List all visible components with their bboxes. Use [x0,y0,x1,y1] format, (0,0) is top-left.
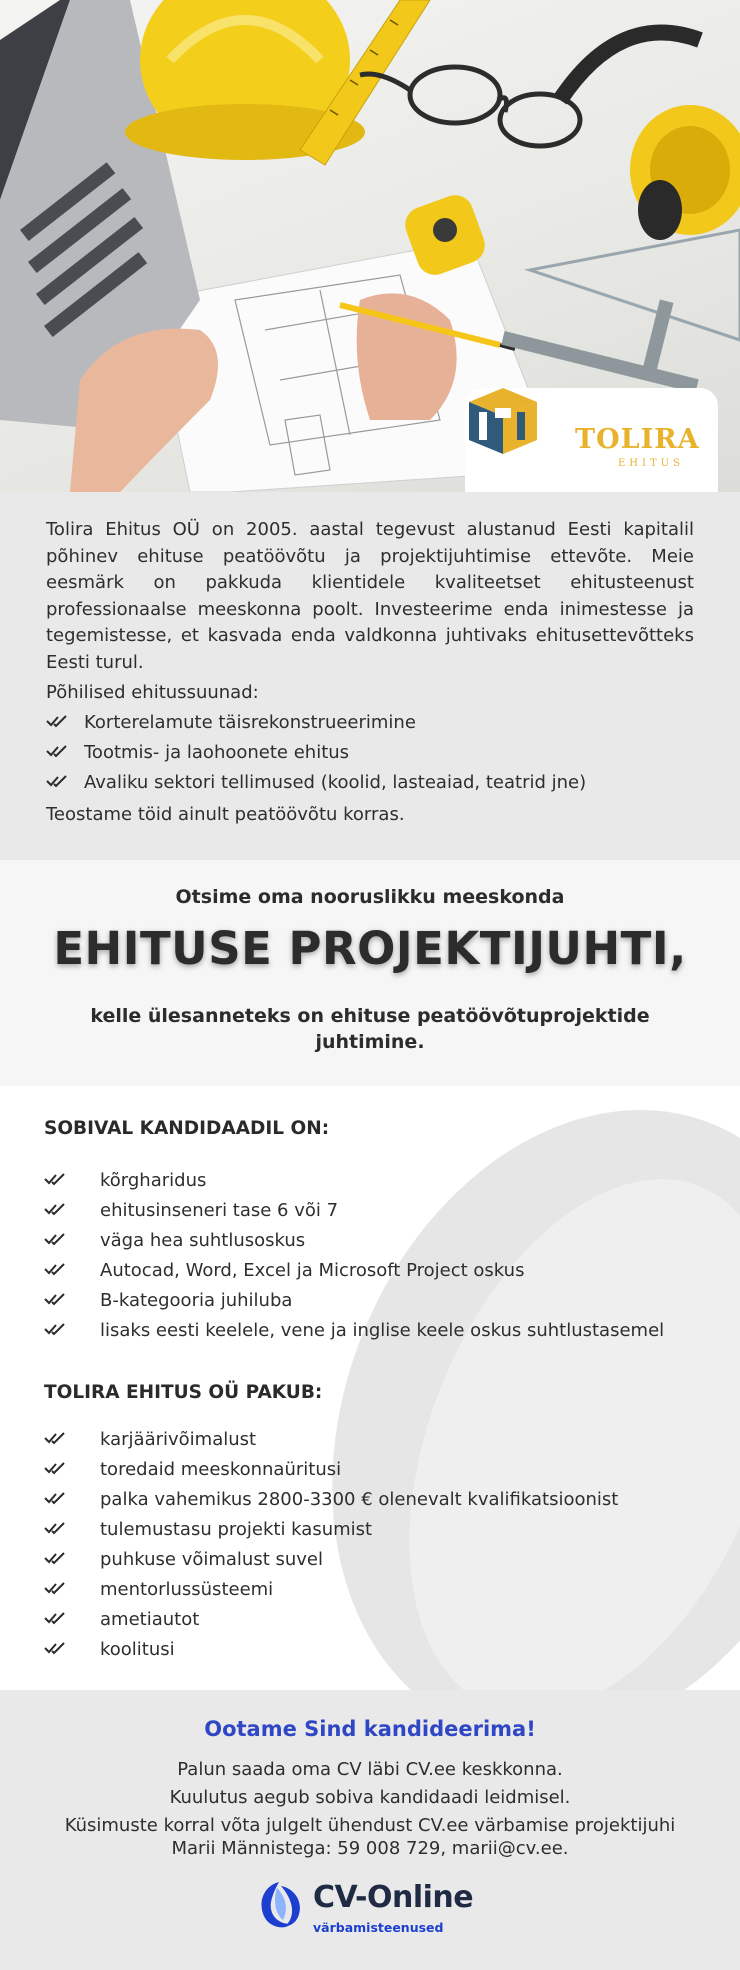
double-check-icon [46,744,68,760]
list-item-text: karjäärivõimalust [100,1429,257,1450]
list-item [44,1485,618,1515]
cv-online-logo-icon [255,1878,307,1930]
list-item [44,1316,664,1346]
list-item-text: toredaid meeskonnaüritusi [100,1459,342,1480]
contact-info[interactable]: Küsimuste korral võta julgelt ühendust CV.ee värbamise projektijuhi Marii Männistega: 59 008 729, marii@cv.ee. [64,1815,676,1859]
list-item-text: koolitusi [100,1639,175,1660]
double-check-icon [44,1491,66,1507]
list-item [44,1455,618,1485]
double-check-icon [44,1262,66,1278]
double-check-icon [44,1232,66,1248]
offer-list [44,1425,618,1665]
list-item [44,1545,618,1575]
contact-footer [0,1690,740,1970]
double-check-icon [44,1292,66,1308]
directions-list [46,708,694,798]
directions-label: Põhilised ehitussuunad: [46,682,259,703]
list-item [46,768,694,798]
call-to-action: Ootame Sind kandideerima! [204,1717,536,1741]
double-check-icon [44,1431,66,1447]
list-item-text: puhkuse võimalust suvel [100,1549,324,1570]
list-item-text: Avaliku sektori tellimused (koolid, lasteaiad, teatrid jne) [84,772,587,793]
expiry-note: Kuulutus aegub sobiva kandidaadi leidmisel. [169,1787,571,1808]
list-item [44,1575,618,1605]
requirements-list [44,1166,664,1346]
job-title: EHITUSE PROJEKTIJUHTI, [53,922,687,975]
brand-name: CV-Online [313,1880,474,1915]
double-check-icon [46,714,68,730]
tolira-logo-icon [465,388,541,454]
list-item-text: Autocad, Word, Excel ja Microsoft Project oskus [100,1260,525,1281]
list-item [44,1196,664,1226]
double-check-icon [44,1322,66,1338]
double-check-icon [44,1521,66,1537]
list-item-text: tulemustasu projekti kasumist [100,1519,373,1540]
list-item-text: mentorlussüsteemi [100,1579,274,1600]
list-item [44,1515,618,1545]
list-item [44,1166,664,1196]
double-check-icon [44,1611,66,1627]
list-item [44,1286,664,1316]
double-check-icon [44,1172,66,1188]
brand-tagline: värbamisteenused [313,1920,444,1935]
double-check-icon [44,1641,66,1657]
list-item-text: kõrgharidus [100,1170,207,1191]
list-item [46,708,694,738]
hero-image [0,0,740,492]
double-check-icon [44,1461,66,1477]
logo-wordmark: TOLIRA [575,424,700,455]
double-check-icon [44,1551,66,1567]
requirements-section [0,1086,740,1690]
double-check-icon [44,1202,66,1218]
cv-online-logo[interactable] [255,1878,485,1938]
double-check-icon [44,1581,66,1597]
company-logo-card [465,388,718,492]
list-item [44,1425,618,1455]
list-item-text: lisaks eesti keelele, vene ja inglise keele oskus suhtlustasemel [100,1320,665,1341]
list-item [44,1635,618,1665]
list-item-text: B-kategooria juhiluba [100,1290,293,1311]
list-item [46,738,694,768]
list-item [44,1256,664,1286]
logo-subtitle: EHITUS [618,458,684,469]
job-headline [0,860,740,1086]
offer-title: TOLIRA EHITUS OÜ PAKUB: [44,1382,323,1403]
job-task: kelle ülesanneteks on ehituse peatöövõtuprojektide juhtimine. [90,1005,650,1053]
headline-intro: Otsime oma nooruslikku meeskonda [175,886,565,908]
intro-paragraph: Tolira Ehitus OÜ on 2005. aastal tegevust alustanud Eesti kapitalil põhinev ehituse peatöövõtu ja projektijuhtimise ettevõte. Meie eesmärk on pakkuda klientidele kvaliteetset ehitusteenust professionaalse meeskonna poolt. Investeerime enda inimestesse ja tegemistesse, et kasvada enda valdkonna juhtivaks ehitusettevõtteks Eesti turul. [46,519,694,673]
list-item [44,1605,618,1635]
list-item-text: Korterelamute täisrekonstrueerimine [84,712,416,733]
list-item-text: palka vahemikus 2800-3300 € olenevalt kvalifikatsioonist [100,1489,619,1510]
intro-closing: Teostame töid ainult peatöövõtu korras. [46,804,405,825]
double-check-icon [46,774,68,790]
list-item [44,1226,664,1256]
apply-instructions: Palun saada oma CV läbi CV.ee keskkonna. [177,1759,563,1780]
list-item-text: väga hea suhtlusoskus [100,1230,306,1251]
list-item-text: Tootmis- ja laohoonete ehitus [84,742,350,763]
list-item-text: ehitusinseneri tase 6 või 7 [100,1200,339,1221]
company-intro [0,492,740,860]
list-item-text: ametiautot [100,1609,200,1630]
requirements-title: SOBIVAL KANDIDAADIL ON: [44,1118,330,1139]
